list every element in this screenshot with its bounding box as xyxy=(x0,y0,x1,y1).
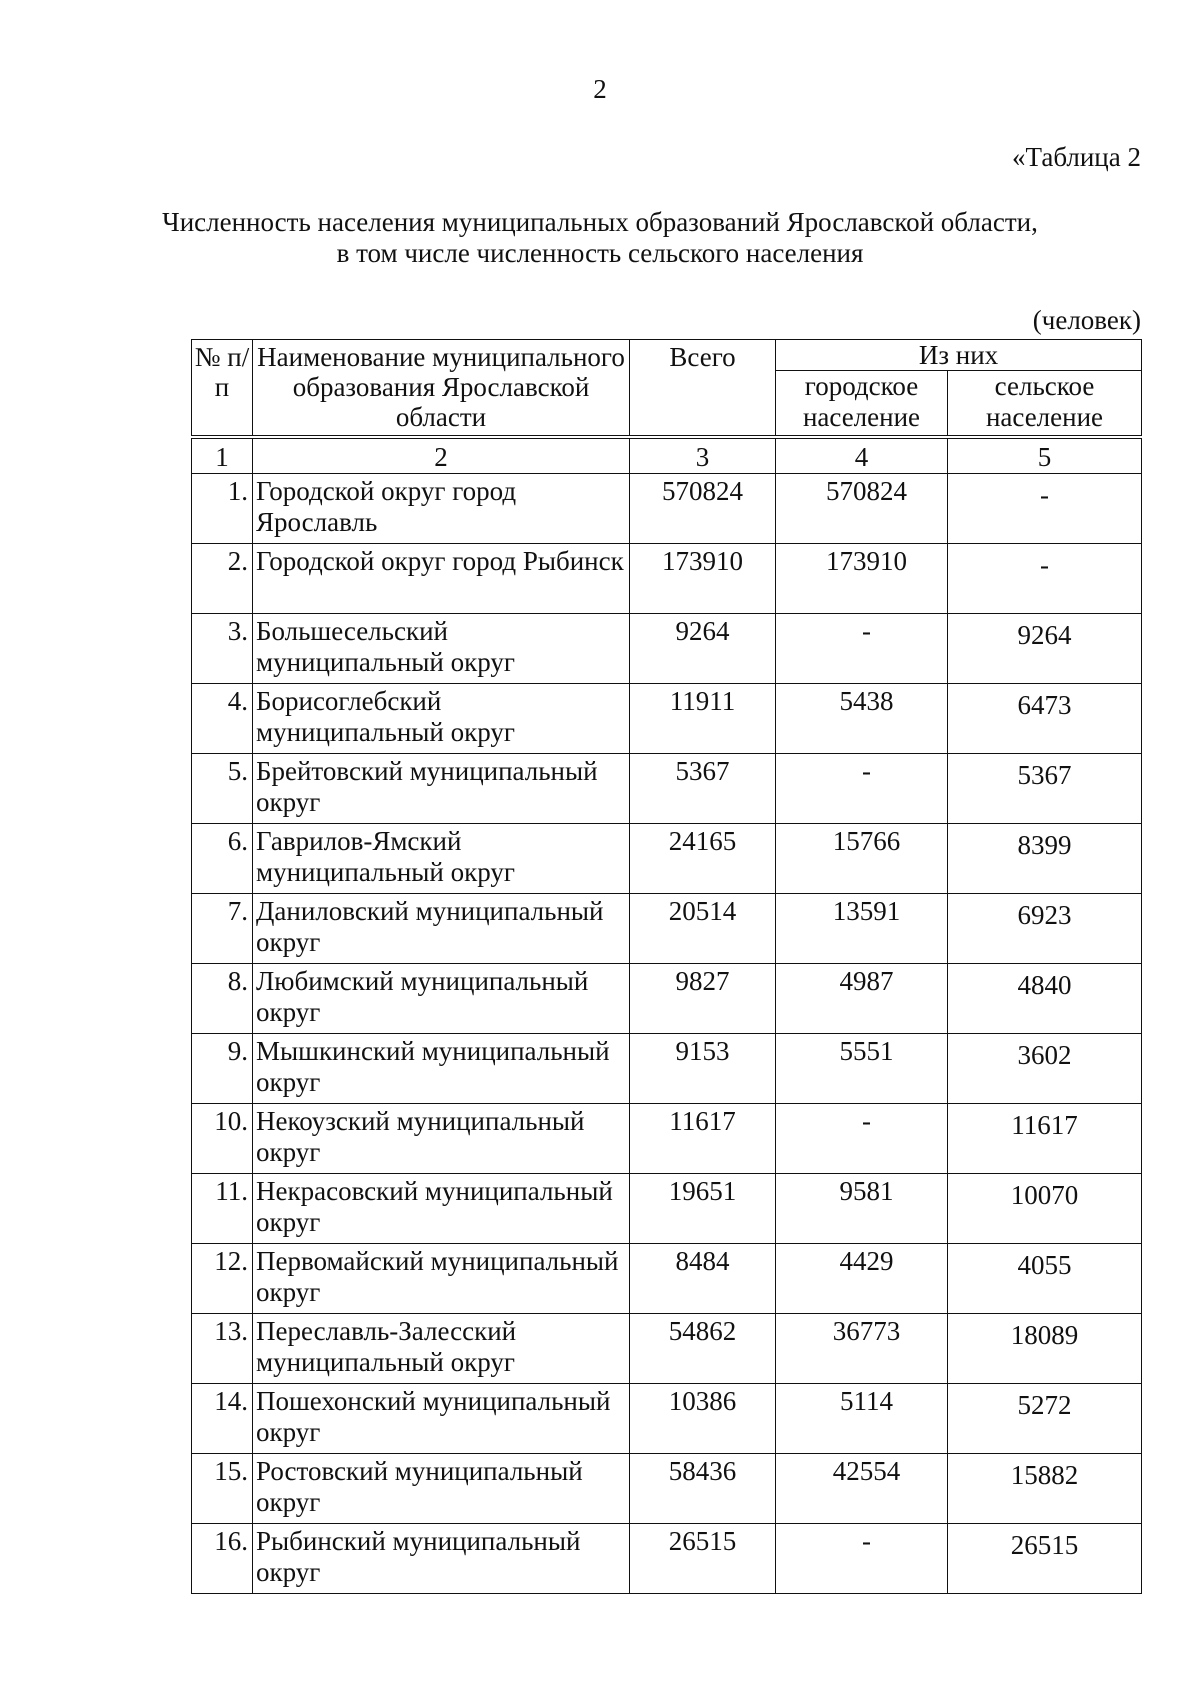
urban-population-cell: 5438 xyxy=(776,684,948,754)
table-row xyxy=(192,894,1142,964)
urban-population-cell: 570824 xyxy=(776,474,948,544)
table-row xyxy=(192,474,1142,544)
total-population-cell: 570824 xyxy=(630,474,776,544)
municipality-name-cell: Некрасовский муниципальный округ xyxy=(253,1174,630,1244)
total-population-cell: 20514 xyxy=(630,894,776,964)
table-row xyxy=(192,824,1142,894)
row-number-cell: 14. xyxy=(192,1384,253,1454)
urban-population-cell: - xyxy=(776,614,948,684)
table-body xyxy=(192,474,1142,1594)
row-number-cell: 8. xyxy=(192,964,253,1034)
total-population-cell: 58436 xyxy=(630,1454,776,1524)
municipality-name-cell: Гаврилов-Ямский муниципальный округ xyxy=(253,824,630,894)
row-number-cell: 15. xyxy=(192,1454,253,1524)
total-population-cell: 26515 xyxy=(630,1524,776,1594)
municipality-name-cell: Большесельский муниципальный округ xyxy=(253,614,630,684)
municipality-name-cell: Борисоглебский муниципальный округ xyxy=(253,684,630,754)
urban-population-cell: 15766 xyxy=(776,824,948,894)
urban-population-cell: - xyxy=(776,1104,948,1174)
total-population-cell: 11617 xyxy=(630,1104,776,1174)
row-number-cell: 12. xyxy=(192,1244,253,1314)
rural-population-cell: 5272 xyxy=(948,1384,1142,1454)
rural-population-cell: 4840 xyxy=(948,964,1142,1034)
column-index-row xyxy=(192,437,1142,474)
row-number-cell: 16. xyxy=(192,1524,253,1594)
row-number-cell: 5. xyxy=(192,754,253,824)
rural-population-cell: 4055 xyxy=(948,1244,1142,1314)
urban-population-cell: 5114 xyxy=(776,1384,948,1454)
rural-population-cell: 26515 xyxy=(948,1524,1142,1594)
municipality-name-cell: Любимский муниципальный округ xyxy=(253,964,630,1034)
total-population-cell: 173910 xyxy=(630,544,776,614)
table-row xyxy=(192,1244,1142,1314)
row-number-cell: 4. xyxy=(192,684,253,754)
rural-population-cell: 5367 xyxy=(948,754,1142,824)
total-population-cell: 9153 xyxy=(630,1034,776,1104)
rural-population-cell: 10070 xyxy=(948,1174,1142,1244)
row-number-cell: 10. xyxy=(192,1104,253,1174)
table-row xyxy=(192,544,1142,614)
municipality-name-cell: Городской округ город Ярославль xyxy=(253,474,630,544)
municipality-name-cell: Некоузский муниципальный округ xyxy=(253,1104,630,1174)
municipality-name-cell: Переславль-Залесский муниципальный округ xyxy=(253,1314,630,1384)
urban-population-cell: 36773 xyxy=(776,1314,948,1384)
table-row xyxy=(192,1314,1142,1384)
urban-population-cell: 5551 xyxy=(776,1034,948,1104)
total-population-cell: 24165 xyxy=(630,824,776,894)
urban-population-cell: 173910 xyxy=(776,544,948,614)
rural-population-cell: 6923 xyxy=(948,894,1142,964)
header-urban: городское население xyxy=(776,371,948,438)
rural-population-cell: 6473 xyxy=(948,684,1142,754)
column-index-cell: 1 xyxy=(192,437,253,474)
title-line-1: Численность населения муниципальных образований Ярославской области, xyxy=(162,207,1038,237)
municipality-name-cell: Даниловский муниципальный округ xyxy=(253,894,630,964)
document-title xyxy=(0,207,1200,269)
rural-population-cell: 9264 xyxy=(948,614,1142,684)
total-population-cell: 54862 xyxy=(630,1314,776,1384)
urban-population-cell: 42554 xyxy=(776,1454,948,1524)
municipality-name-cell: Первомайский муниципальный округ xyxy=(253,1244,630,1314)
header-of-them: Из них xyxy=(776,340,1142,371)
table-row xyxy=(192,614,1142,684)
total-population-cell: 9264 xyxy=(630,614,776,684)
urban-population-cell: 4987 xyxy=(776,964,948,1034)
urban-population-cell: 9581 xyxy=(776,1174,948,1244)
title-line-2: в том числе численность сельского населения xyxy=(336,238,864,268)
row-number-cell: 7. xyxy=(192,894,253,964)
table-row xyxy=(192,754,1142,824)
rural-population-cell: 15882 xyxy=(948,1454,1142,1524)
table-row xyxy=(192,684,1142,754)
municipality-name-cell: Ростовский муниципальный округ xyxy=(253,1454,630,1524)
table-row xyxy=(192,1034,1142,1104)
rural-population-cell: 18089 xyxy=(948,1314,1142,1384)
urban-population-cell: 4429 xyxy=(776,1244,948,1314)
total-population-cell: 10386 xyxy=(630,1384,776,1454)
urban-population-cell: - xyxy=(776,754,948,824)
table-label: «Таблица 2 xyxy=(1012,142,1141,172)
rural-population-cell: 3602 xyxy=(948,1034,1142,1104)
rural-population-cell: 8399 xyxy=(948,824,1142,894)
table-row xyxy=(192,1524,1142,1594)
total-population-cell: 19651 xyxy=(630,1174,776,1244)
table-row xyxy=(192,964,1142,1034)
row-number-cell: 2. xyxy=(192,544,253,614)
column-index-cell: 3 xyxy=(630,437,776,474)
urban-population-cell: - xyxy=(776,1524,948,1594)
page-number: 2 xyxy=(593,74,607,104)
units-label: (человек) xyxy=(1032,305,1141,335)
header-name: Наименование муниципального образования Ярославской области xyxy=(253,340,630,438)
table-row xyxy=(192,1104,1142,1174)
municipality-name-cell: Брейтовский муниципальный округ xyxy=(253,754,630,824)
population-table xyxy=(191,339,1142,1594)
header-total: Всего xyxy=(630,340,776,438)
row-number-cell: 1. xyxy=(192,474,253,544)
rural-population-cell: 11617 xyxy=(948,1104,1142,1174)
table-row xyxy=(192,1174,1142,1244)
total-population-cell: 8484 xyxy=(630,1244,776,1314)
column-index-cell: 4 xyxy=(776,437,948,474)
total-population-cell: 11911 xyxy=(630,684,776,754)
header-row-1 xyxy=(192,340,1142,371)
urban-population-cell: 13591 xyxy=(776,894,948,964)
table-row xyxy=(192,1454,1142,1524)
municipality-name-cell: Рыбинский муниципальный округ xyxy=(253,1524,630,1594)
header-rural: сельское население xyxy=(948,371,1142,438)
header-num: № п/п xyxy=(192,340,253,438)
row-number-cell: 9. xyxy=(192,1034,253,1104)
table-row xyxy=(192,1384,1142,1454)
row-number-cell: 11. xyxy=(192,1174,253,1244)
column-index-cell: 2 xyxy=(253,437,630,474)
total-population-cell: 5367 xyxy=(630,754,776,824)
rural-population-cell: - xyxy=(948,544,1142,614)
total-population-cell: 9827 xyxy=(630,964,776,1034)
column-index-cell: 5 xyxy=(948,437,1142,474)
municipality-name-cell: Мышкинский муниципальный округ xyxy=(253,1034,630,1104)
rural-population-cell: - xyxy=(948,474,1142,544)
row-number-cell: 6. xyxy=(192,824,253,894)
municipality-name-cell: Городской округ город Рыбинск xyxy=(253,544,630,614)
municipality-name-cell: Пошехонский муниципальный округ xyxy=(253,1384,630,1454)
row-number-cell: 3. xyxy=(192,614,253,684)
row-number-cell: 13. xyxy=(192,1314,253,1384)
